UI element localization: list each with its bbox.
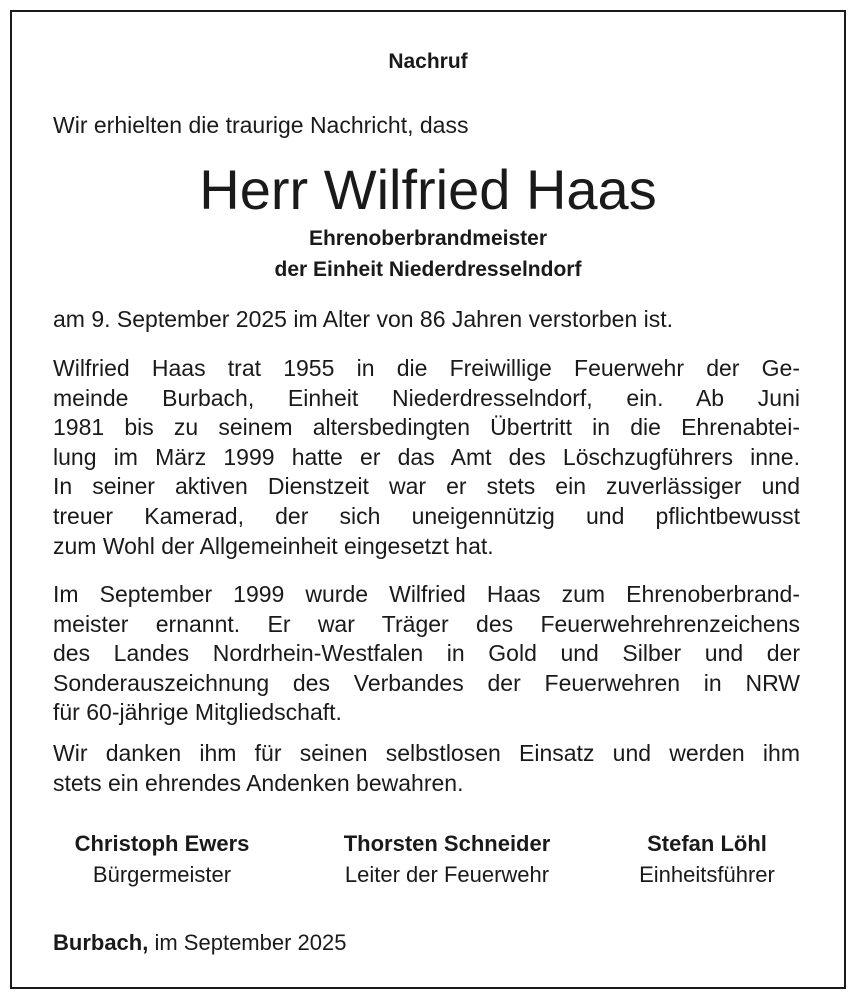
honorary-title: Ehrenoberbrandmeister (308, 227, 548, 250)
paragraph-honors (53, 580, 800, 728)
paragraph-line: meister ernannt. Er war Träger des Feuerwehrehrenzeichens (53, 610, 800, 637)
signatory-name: Thorsten Schneider (343, 831, 551, 856)
unit-title: der Einheit Niederdresselndorf (274, 258, 582, 281)
paragraph-line: meinde Burbach, Einheit Niederdresselndorf, ein. Ab Juni (53, 384, 800, 411)
place-date: im September 2025 (154, 930, 347, 955)
paragraph-line: des Landes Nordrhein-Westfalen in Gold und Silber und der (53, 640, 800, 667)
signatory-fire-chief (302, 829, 592, 891)
paragraph-line: zum Wohl der Allgemeinheit eingesetzt hat. (53, 532, 494, 559)
paragraph-career (53, 354, 800, 561)
deceased-name: Herr Wilfried Haas (199, 158, 657, 221)
place-and-date (53, 930, 346, 956)
paragraph-thanks (53, 739, 800, 798)
signatory-role: Einheitsführer (639, 862, 775, 887)
signatory-name: Stefan Löhl (647, 831, 767, 856)
notice-heading: Nachruf (388, 50, 468, 73)
paragraph-line: Wir danken ihm für seinen selbstlosen Einsatz und werden ihm (53, 740, 800, 766)
signatory-unit-leader (612, 829, 802, 891)
signatory-role: Bürgermeister (92, 862, 232, 887)
death-line: am 9. September 2025 im Alter von 86 Jahren verstorben ist. (53, 306, 674, 332)
paragraph-line: treuer Kamerad, der sich uneigennützig und pflichtbewusst (53, 502, 800, 529)
obituary-notice (10, 10, 846, 989)
paragraph-line: In seiner aktiven Dienstzeit war er stets ein zuverlässiger und (53, 473, 800, 500)
paragraph-line: für 60-jährige Mitgliedschaft. (53, 699, 342, 726)
paragraph-line: stets ein ehrendes Andenken bewahren. (53, 769, 464, 796)
place-city: Burbach, (53, 930, 149, 955)
paragraph-line: Im September 1999 wurde Wilfried Haas zum Ehrenoberbrand- (53, 581, 800, 607)
signatory-mayor (42, 829, 282, 891)
signatory-role: Leiter der Feuerwehr (344, 862, 550, 887)
paragraph-line: Sonderauszeichnung des Verbandes der Feuerwehren in NRW (53, 669, 800, 696)
paragraph-line: 1981 bis zu seinem altersbedingten Übertritt in die Ehrenabtei- (53, 414, 800, 441)
paragraph-line: Wilfried Haas trat 1955 in die Freiwillige Feuerwehr der Ge- (53, 355, 800, 381)
signatory-name: Christoph Ewers (74, 831, 250, 856)
intro-line: Wir erhielten die traurige Nachricht, dass (53, 112, 469, 138)
paragraph-line: lung im März 1999 hatte er das Amt des Löschzugführers inne. (53, 443, 800, 470)
